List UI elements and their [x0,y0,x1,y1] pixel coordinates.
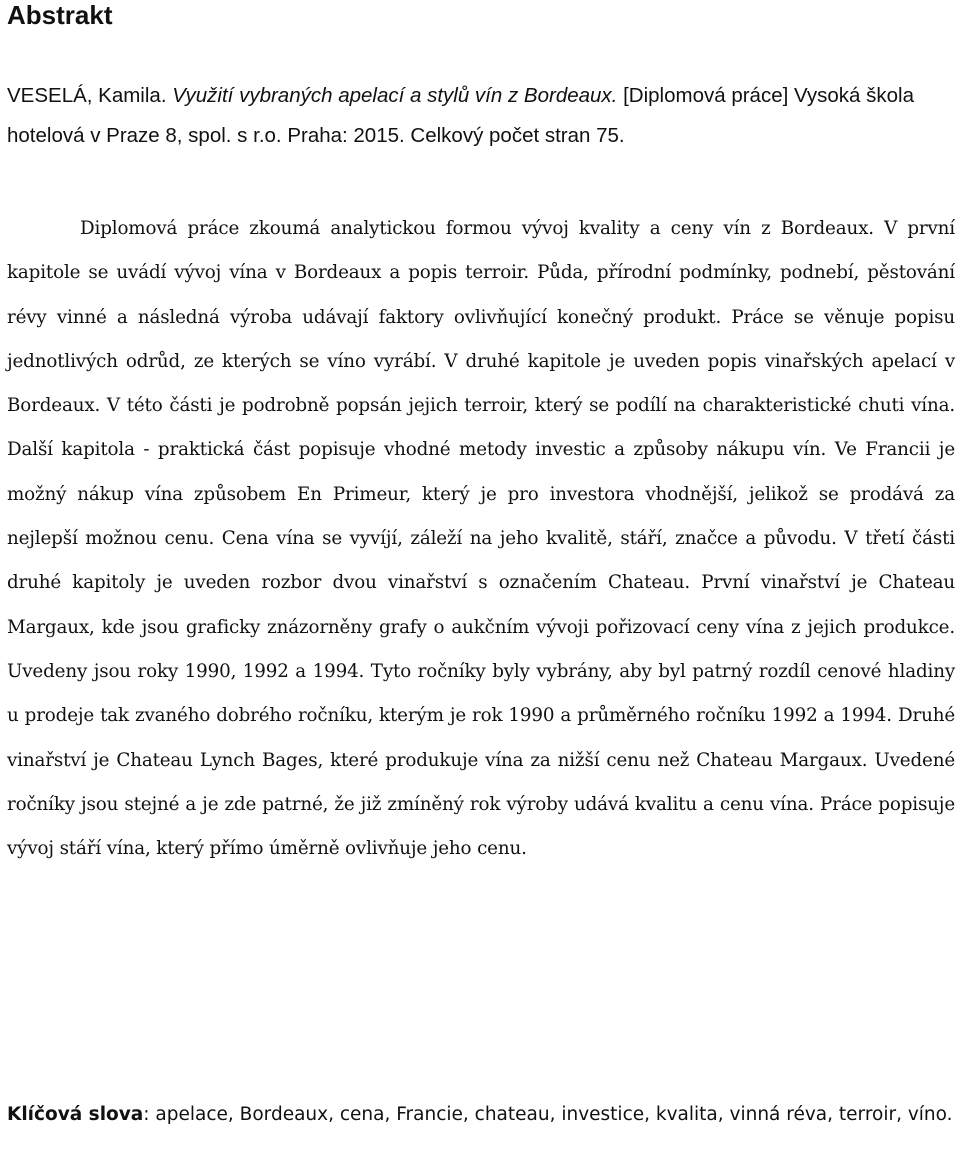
keywords-label: Klíčová slova [7,1104,144,1125]
abstract-paragraph: Diplomová práce zkoumá analytickou formou vývoj kvality a ceny vín z Bordeaux. V první kapitole se uvádí vývoj vína v Bordeaux a popis terroir. Půda, přírodní podmínky, podnebí, pěstování révy vinné a následná výroba udávají faktory ovlivňující konečný produkt. Práce se věnuje popisu jednotlivých odrůd, ze kterých se víno vyrábí. V druhé kapitole je uveden popis vinařských apelací v Bordeaux. V této části je podrobně popsán jejich terroir, který se podílí na charakteristické chuti vína. Další kapitola - praktická část popisuje vhodné metody investic a způsoby nákupu vín. Ve Francii je možný nákup vína způsobem En Primeur, který je pro investora vhodnější, jelikož se prodává za nejlepší možnou cenu. Cena vína se vyvíjí, záleží na jeho kvalitě, stáří, značce a původu. V třetí části druhé kapitoly je uveden rozbor dvou vinařství s označením Chateau. První vinařství je Chateau Margaux, kde jsou graficky znázorněny grafy o aukčním vývoji pořizovací ceny vína z jejich produkce. Uvedeny jsou roky 1990, 1992 a 1994. Tyto ročníky byly vybrány, aby byl patrný rozdíl cenové hladiny u prodeje tak zvaného dobrého ročníku, kterým je rok 1990 a průměrného ročníku 1992 a 1994. Druhé vinařství je Chateau Lynch Bages, které produkuje vína za nižší cenu než Chateau Margaux. Uvedené ročníky jsou stejné a je zde patrné, že již zmíněný rok výroby udává kvalitu a cenu vína. Práce popisuje vývoj stáří vína, který přímo úměrně ovlivňuje jeho cenu. [7,218,955,860]
page-title: Abstrakt [7,0,113,30]
citation-details: [Diplomová práce] Vysoká škola hotelová v Praze 8, spol. s r.o. Praha: 2015. Celkový počet stran 75. [7,84,915,147]
keywords-separator: : [143,1104,156,1125]
keywords [7,1097,955,1133]
citation-title: Využití vybraných apelací a stylů vín z Bordeaux. [172,84,618,107]
citation [7,76,955,156]
citation-author: VESELÁ, Kamila. [7,84,167,107]
keywords-list: apelace, Bordeaux, cena, Francie, chateau, investice, kvalita, vinná réva, terroir, víno. [155,1104,953,1125]
